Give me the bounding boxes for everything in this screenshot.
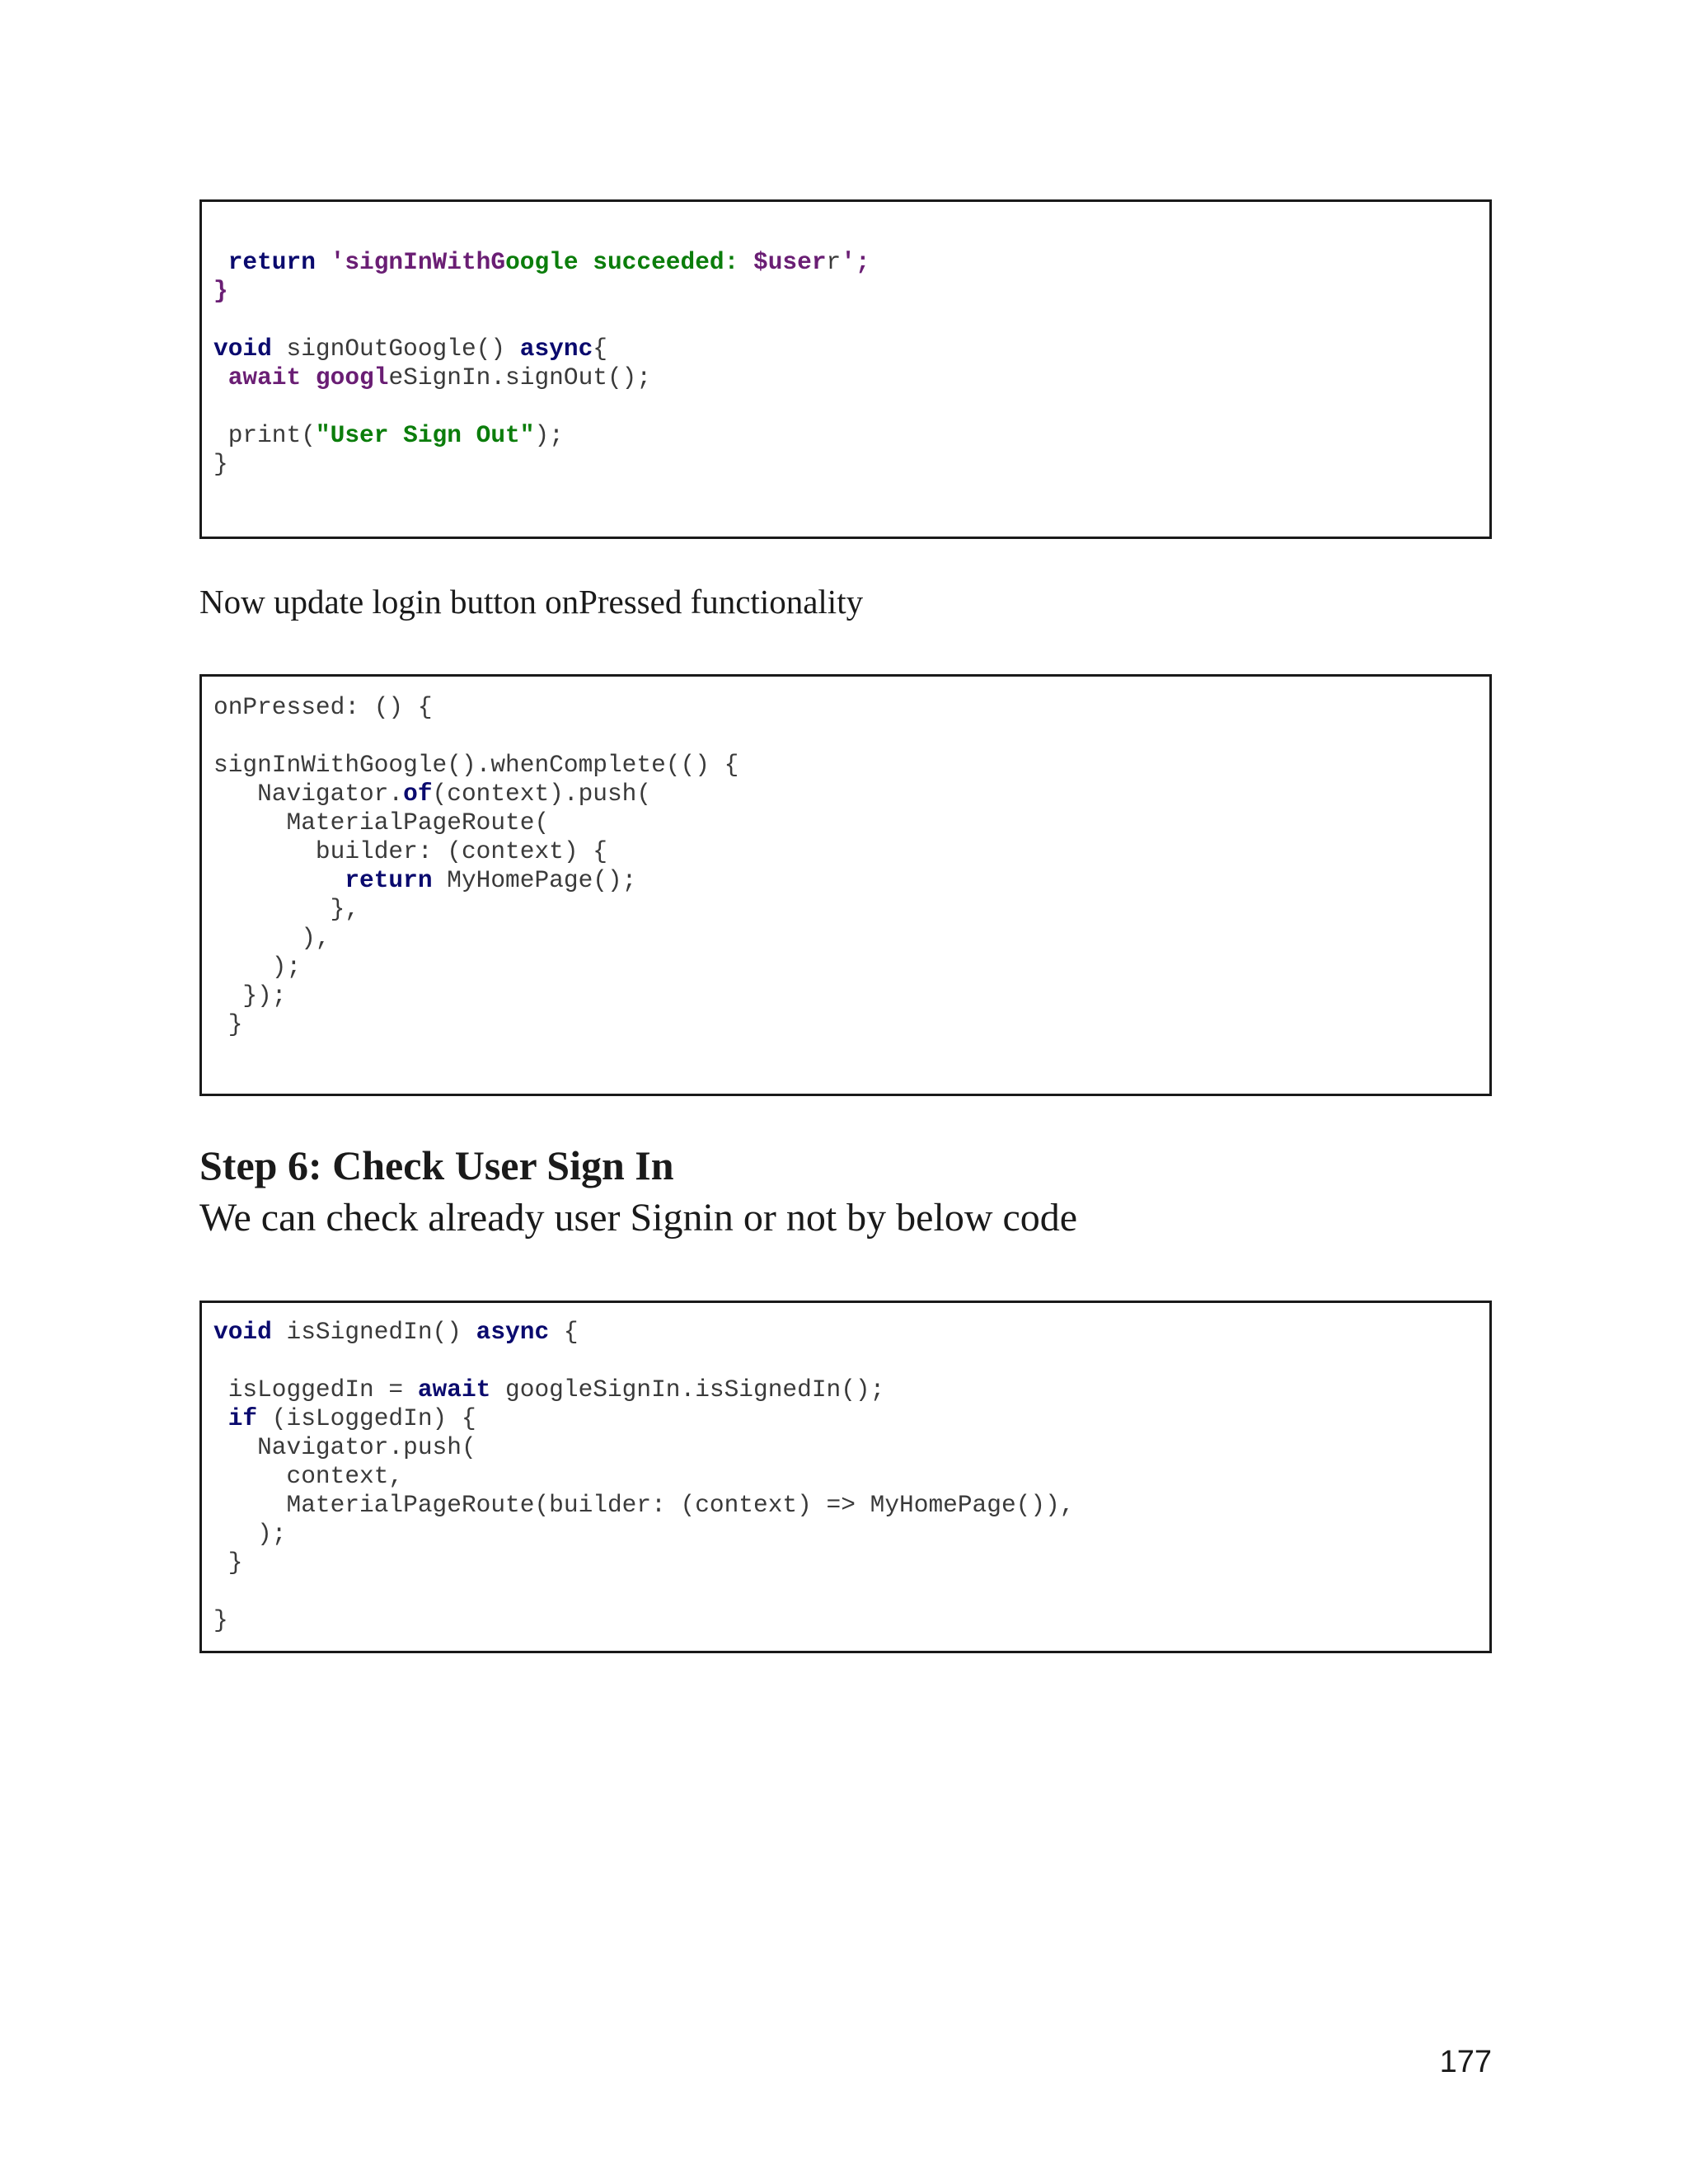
code-line [213,751,738,780]
code-token: }, [213,895,360,923]
code-line [213,392,870,421]
code-line [213,1318,1074,1347]
code-line [213,363,870,392]
code-token: MaterialPageRoute( [213,808,550,837]
code-token: if [227,1404,258,1432]
step-heading: Step 6: Check User Sign In [199,1142,674,1188]
code-token: void [213,335,272,363]
page-number: 177 [1439,2045,1492,2079]
code-token: void [213,1318,272,1346]
code-line [213,866,738,895]
code-token: return [345,866,433,894]
code-line [213,780,738,808]
code-line [213,1520,1074,1549]
code-token: isLoggedIn = [213,1376,418,1404]
code-token: context, [213,1462,404,1490]
step-description: We can check already user Signin or not by below code [199,1196,1078,1240]
code-line [213,277,870,306]
code-token: "User Sign Out" [315,421,535,449]
code-line [213,722,738,751]
code-token: } [213,450,228,478]
code-token: await [227,363,302,391]
code-token: async [476,1318,550,1346]
code-line [213,693,738,722]
code-token: return [227,248,316,276]
paragraph-update-onpressed: Now update login button onPressed functionality [199,583,864,621]
code-token: } [213,1549,243,1577]
code-block-sign-out [199,199,1492,539]
code-line [213,808,738,837]
code-line [213,1606,1074,1635]
code-token [213,248,228,276]
code-text [213,248,870,479]
code-line [213,1462,1074,1491]
code-token: $user [753,248,827,276]
code-token: googl [315,363,389,391]
code-token: } [213,1010,243,1038]
code-line [213,1549,1074,1577]
code-line [213,982,738,1010]
code-block-is-signed-in [199,1301,1492,1653]
code-token: ); [213,953,302,981]
code-line [213,1010,738,1039]
code-token [213,1404,228,1432]
code-token: await [417,1376,491,1404]
code-line [213,1404,1074,1433]
code-token: signOutGoogle() [271,335,520,363]
code-token [301,363,316,391]
code-text [213,693,738,1039]
code-token: } [213,1606,228,1634]
code-token: onPressed: () { [213,693,433,721]
code-line [213,450,870,479]
code-token: signInWithGoogle().whenComplete(() { [213,751,739,779]
code-token: isSignedIn() [271,1318,476,1346]
code-line [213,837,738,866]
code-token: } [213,277,228,305]
code-token: async [519,335,593,363]
code-line [213,421,870,450]
code-token: }); [213,982,287,1010]
code-token: MaterialPageRoute(builder: (context) => MyHomePage()), [213,1491,1075,1519]
code-line [213,953,738,982]
code-line [213,895,738,924]
code-text [213,1318,1074,1635]
code-block-onpressed [199,674,1492,1096]
code-token: MyHomePage(); [432,866,637,894]
code-token: ); [213,1520,287,1548]
code-token: (isLoggedIn) { [257,1404,476,1432]
code-token [213,363,228,391]
code-token: eSignIn.signOut(); [388,363,652,391]
code-token: r [826,248,842,276]
code-line [213,924,738,953]
code-line [213,1376,1074,1404]
code-token: ); [534,421,564,449]
code-token: { [593,335,607,363]
code-line [213,335,870,363]
code-line [213,1577,1074,1606]
code-token: print( [213,421,316,449]
code-token: googleSignIn.isSignedIn(); [490,1376,885,1404]
code-token: { [549,1318,579,1346]
code-token: builder: (context) { [213,837,607,865]
code-token: 'signInWithG [330,248,506,276]
code-token [213,866,345,894]
code-token [316,248,331,276]
code-line [213,306,870,335]
code-line [213,248,870,277]
code-line [213,1433,1074,1462]
code-token: of [403,780,433,808]
code-token: '; [841,248,870,276]
code-token: ), [213,924,331,952]
code-line [213,1347,1074,1376]
code-token: Navigator.push( [213,1433,476,1461]
code-token: (context).push( [432,780,652,808]
code-token: Navigator. [213,780,404,808]
code-token: oogle succeeded: [505,248,754,276]
code-line [213,1491,1074,1520]
